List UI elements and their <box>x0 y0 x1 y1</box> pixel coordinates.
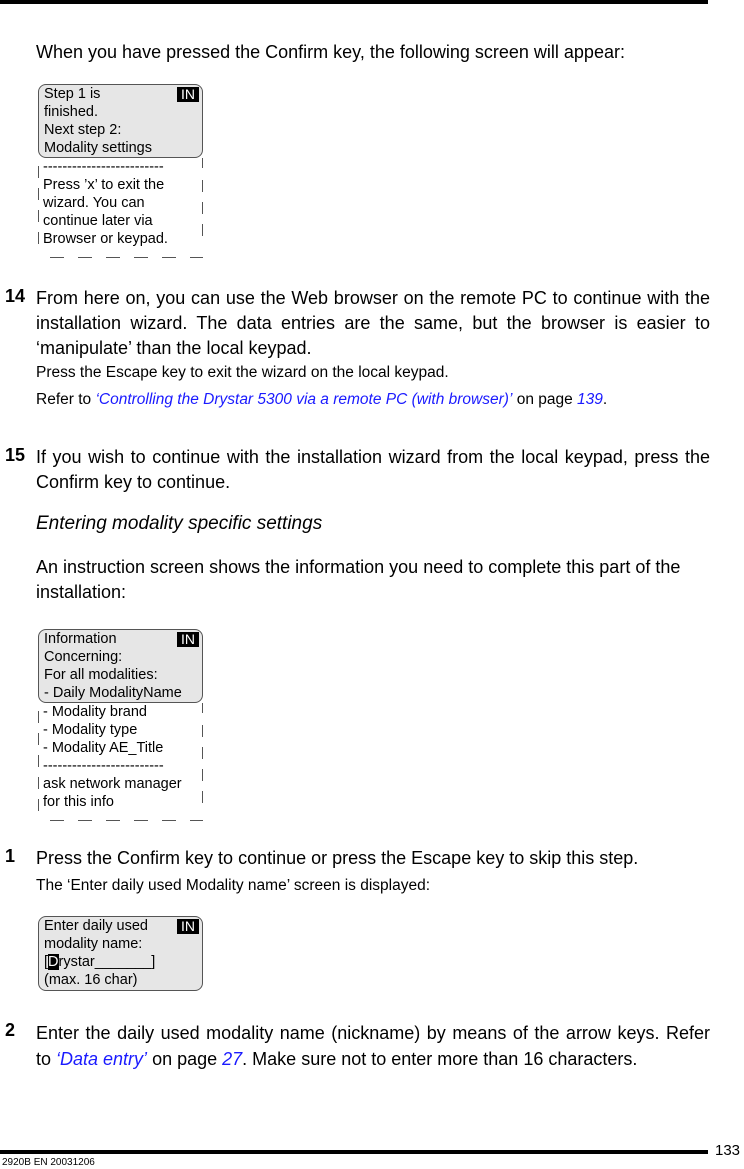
lcd-bottom-border <box>38 248 203 258</box>
refer-mid: on page <box>512 391 578 408</box>
step-number: 14 <box>5 286 26 306</box>
page-link[interactable]: 139 <box>577 391 603 408</box>
step-1-note: The ‘Enter daily used Modality name’ screen is displayed: <box>36 877 431 894</box>
cross-reference-link[interactable]: ‘Controlling the Drystar 5300 via a remote PC (with browser)’ <box>95 391 513 408</box>
step-number: 15 <box>5 445 26 465</box>
lcd-line: Press ’x’ to exit the <box>43 177 165 193</box>
intro-text: When you have pressed the Confirm key, the following screen will appear: <box>36 42 625 62</box>
lcd-separator: ------------------------- <box>43 758 164 774</box>
step-14-reference <box>36 389 710 411</box>
step-number: 1 <box>5 846 16 866</box>
lcd-screen-step-finished <box>38 84 203 258</box>
lcd-highlight-area <box>38 916 203 991</box>
page-link[interactable]: 27 <box>222 1049 243 1069</box>
lcd-line: continue later via <box>43 213 153 229</box>
step-14-text: From here on, you can use the Web browser on the remote PC to continue with the installation wizard. The data entries are the same, but the browser is easier to ‘manipulate’ than the local keypad. <box>36 288 710 358</box>
step-2-text <box>36 1020 710 1072</box>
document-id: 2920B EN 20031206 <box>2 1157 95 1168</box>
step-15-text: If you wish to continue with the installation wizard from the local keypad, press the Confirm key to continue. <box>36 447 710 492</box>
section-heading: Entering modality specific settings <box>36 513 323 534</box>
lcd-line: ask network manager <box>43 776 182 792</box>
step-2-text-after: . Make sure not to enter more than 16 characters. <box>242 1049 638 1069</box>
input-value: rystar_______] <box>58 954 156 970</box>
lcd-line: modality name: <box>44 936 143 952</box>
lcd-screen-information <box>38 629 203 821</box>
header-rule <box>0 0 708 4</box>
input-mode-badge: IN <box>177 632 199 647</box>
lcd-lower-area <box>38 158 203 248</box>
lcd-highlight-area <box>38 629 203 703</box>
lcd-line: Concerning: <box>44 649 123 665</box>
lcd-line: Next step 2: <box>44 122 122 138</box>
data-entry-link[interactable]: ‘Data entry’ <box>56 1049 148 1069</box>
lcd-highlight-area <box>38 84 203 158</box>
lcd-line: Information <box>44 631 117 647</box>
lcd-line: Modality settings <box>44 140 152 156</box>
footer-rule <box>0 1150 708 1154</box>
lcd-line: for this info <box>43 794 114 810</box>
input-mode-badge: IN <box>177 919 199 934</box>
lcd-line: Browser or keypad. <box>43 231 168 247</box>
step-number: 2 <box>5 1020 16 1040</box>
text-cursor: D <box>48 954 59 970</box>
section-intro: An instruction screen shows the information you need to complete this part of the installation: <box>36 557 681 602</box>
modality-name-input[interactable] <box>44 953 202 971</box>
lcd-screen-modality-name <box>38 916 203 991</box>
input-mode-badge: IN <box>177 87 199 102</box>
refer-prefix: Refer to <box>36 391 96 408</box>
lcd-line: Step 1 is <box>44 86 101 102</box>
step-2-text-mid: on page <box>147 1049 223 1069</box>
page-number: 133 <box>715 1142 741 1159</box>
lcd-line: (max. 16 char) <box>44 972 138 988</box>
lcd-line: - Modality AE_Title <box>43 740 164 756</box>
refer-suffix: . <box>602 391 608 408</box>
lcd-lower-area <box>38 703 203 811</box>
lcd-line: finished. <box>44 104 99 120</box>
lcd-bottom-border <box>38 811 203 821</box>
step-1-text: Press the Confirm key to continue or press the Escape key to skip this step. <box>36 848 639 868</box>
lcd-line: - Modality brand <box>43 704 147 720</box>
lcd-line: wizard. You can <box>43 195 145 211</box>
lcd-line: Enter daily used <box>44 918 148 934</box>
lcd-separator: ------------------------- <box>43 159 164 175</box>
lcd-line: For all modalities: <box>44 667 158 683</box>
lcd-line: - Modality type <box>43 722 138 738</box>
step-2-text-before: Enter the daily used modality name (nickname) by means of the arrow keys. Refer to <box>36 1023 710 1069</box>
lcd-line: - Daily ModalityName <box>44 685 182 701</box>
step-14-note: Press the Escape key to exit the wizard on the local keypad. <box>36 364 449 381</box>
input-bracket: [ <box>44 954 49 970</box>
